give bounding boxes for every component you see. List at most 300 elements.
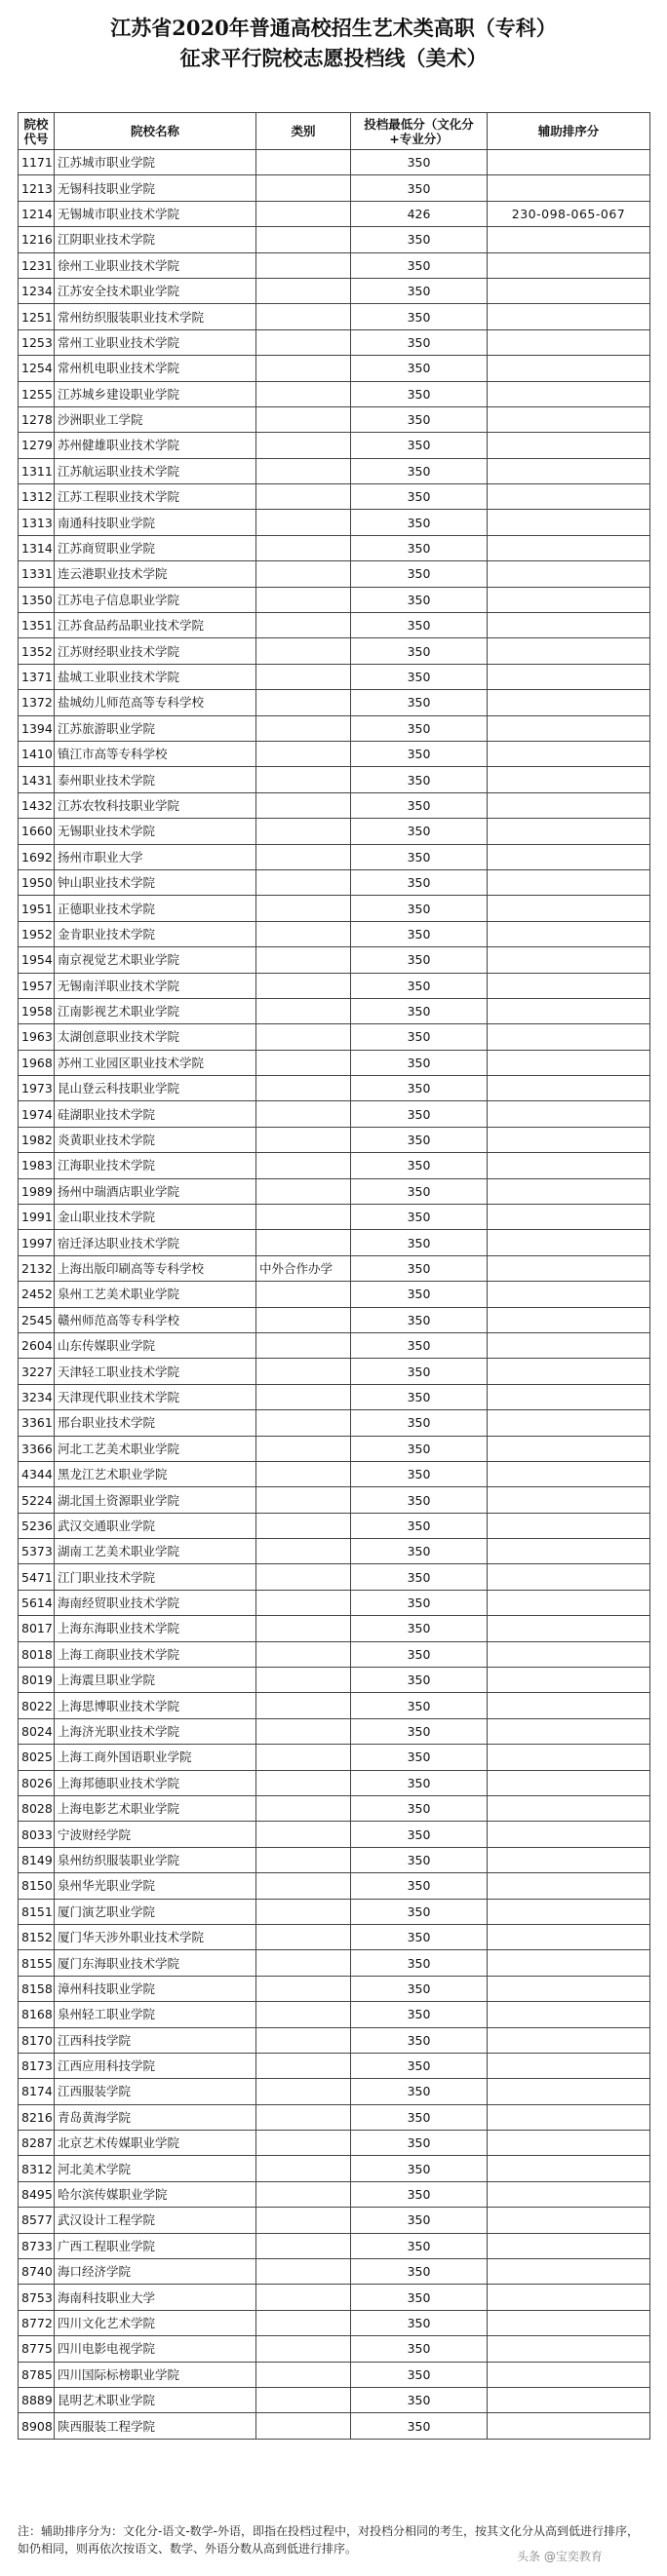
cell-code: 8033: [19, 1822, 55, 1847]
cell-category: [256, 1616, 351, 1641]
table-row: [19, 2259, 650, 2285]
cell-score: 350: [351, 329, 488, 355]
cell-code: 8022: [19, 1693, 55, 1718]
table-row: [19, 1255, 650, 1281]
cell-name: 江苏商贸职业学院: [55, 535, 256, 560]
cell-aux: [488, 356, 650, 381]
cell-code: 1314: [19, 535, 55, 560]
cell-score: 350: [351, 844, 488, 869]
cell-score: 350: [351, 1950, 488, 1976]
cell-category: [256, 1590, 351, 1615]
cell-score: 350: [351, 1178, 488, 1204]
table-row: [19, 1847, 650, 1872]
cell-aux: [488, 844, 650, 869]
cell-code: 8785: [19, 2362, 55, 2387]
table-row: [19, 587, 650, 612]
cell-aux: [488, 1873, 650, 1899]
table-row: [19, 2156, 650, 2181]
cell-code: 1951: [19, 896, 55, 921]
table-row: [19, 1205, 650, 1230]
cell-score: 350: [351, 433, 488, 458]
table-row: [19, 2079, 650, 2104]
cell-aux: [488, 1359, 650, 1384]
cell-score: 350: [351, 535, 488, 560]
cell-category: [256, 998, 351, 1023]
cell-name: 上海邦德职业技术学院: [55, 1770, 256, 1795]
cell-name: 江苏城乡建设职业学院: [55, 381, 256, 406]
cell-category: [256, 638, 351, 664]
table-body: [19, 150, 650, 2440]
table-row: [19, 406, 650, 432]
cell-category: [256, 329, 351, 355]
cell-name: 南通科技职业学院: [55, 510, 256, 535]
cell-aux: [488, 1101, 650, 1127]
table-row: [19, 792, 650, 818]
cell-code: 5224: [19, 1487, 55, 1513]
table-row: [19, 2233, 650, 2258]
cell-name: 宿迁泽达职业技术学院: [55, 1230, 256, 1255]
cell-score: 350: [351, 896, 488, 921]
table-row: [19, 1873, 650, 1899]
cell-aux: [488, 921, 650, 946]
table-row: [19, 2027, 650, 2053]
cell-aux: [488, 664, 650, 689]
cell-code: 8577: [19, 2208, 55, 2233]
table-row: [19, 844, 650, 869]
cell-code: 1171: [19, 150, 55, 175]
cell-category: [256, 252, 351, 278]
cell-score: 350: [351, 1384, 488, 1409]
cell-score: 350: [351, 2387, 488, 2412]
cell-aux: [488, 1487, 650, 1513]
cell-category: [256, 2233, 351, 2258]
table-row: [19, 1230, 650, 1255]
cell-aux: [488, 2131, 650, 2156]
table-row: [19, 252, 650, 278]
cell-category: [256, 1873, 351, 1899]
cell-category: [256, 767, 351, 792]
cell-code: 3366: [19, 1436, 55, 1461]
cell-score: 350: [351, 1255, 488, 1281]
table-row: [19, 767, 650, 792]
cell-category: [256, 1718, 351, 1744]
cell-code: 8028: [19, 1796, 55, 1822]
cell-name: 广西工程职业学院: [55, 2233, 256, 2258]
cell-aux: [488, 1718, 650, 1744]
cell-category: [256, 896, 351, 921]
cell-score: 350: [351, 1976, 488, 2001]
cell-name: 沙洲职业工学院: [55, 406, 256, 432]
cell-category: [256, 792, 351, 818]
cell-code: 1331: [19, 561, 55, 587]
table-row: [19, 1641, 650, 1667]
cell-aux: [488, 2079, 650, 2104]
cell-score: 350: [351, 664, 488, 689]
cell-code: 3227: [19, 1359, 55, 1384]
cell-aux: [488, 1924, 650, 1949]
table-row: [19, 1153, 650, 1178]
cell-aux: [488, 2259, 650, 2285]
cell-code: 1313: [19, 510, 55, 535]
cell-category: [256, 2336, 351, 2362]
table-row: [19, 510, 650, 535]
cell-aux: [488, 767, 650, 792]
table-row: [19, 2362, 650, 2387]
cell-code: 1950: [19, 869, 55, 895]
cell-name: 常州工业职业技术学院: [55, 329, 256, 355]
cell-name: 泉州轻工职业学院: [55, 2002, 256, 2027]
cell-name: 江南影视艺术职业学院: [55, 998, 256, 1023]
table-row: [19, 1307, 650, 1332]
table-row: [19, 1127, 650, 1152]
table-row: [19, 2285, 650, 2310]
cell-aux: [488, 1513, 650, 1538]
cell-name: 扬州中瑞酒店职业学院: [55, 1178, 256, 1204]
cell-code: 1394: [19, 715, 55, 741]
cell-category: [256, 1770, 351, 1795]
table-row: [19, 1101, 650, 1127]
cell-name: 北京艺术传媒职业学院: [55, 2131, 256, 2156]
cell-score: 350: [351, 1513, 488, 1538]
cell-score: 350: [351, 947, 488, 973]
cell-category: [256, 1487, 351, 1513]
cell-score: 350: [351, 1461, 488, 1486]
cell-score: 350: [351, 2259, 488, 2285]
cell-score: 350: [351, 1847, 488, 1872]
cell-code: 8495: [19, 2181, 55, 2207]
cell-aux: [488, 2285, 650, 2310]
cell-category: [256, 1307, 351, 1332]
cell-category: [256, 304, 351, 329]
cell-name: 江苏城市职业学院: [55, 150, 256, 175]
cell-name: 湖南工艺美术职业学院: [55, 1539, 256, 1564]
cell-score: 350: [351, 2336, 488, 2362]
cell-score: 350: [351, 484, 488, 510]
table-row: [19, 2310, 650, 2335]
cell-category: [256, 1178, 351, 1204]
cell-name: 镇江市高等专科学校: [55, 741, 256, 766]
cell-score: 350: [351, 741, 488, 766]
cell-code: 8889: [19, 2387, 55, 2412]
cell-name: 昆明艺术职业学院: [55, 2387, 256, 2412]
cell-category: [256, 715, 351, 741]
cell-score: 350: [351, 998, 488, 1023]
cell-aux: [488, 1693, 650, 1718]
cell-name: 泉州纺织服装职业学院: [55, 1847, 256, 1872]
cell-name: 哈尔滨传媒职业学院: [55, 2181, 256, 2207]
cell-category: [256, 1564, 351, 1590]
cell-score: 350: [351, 1641, 488, 1667]
header-score: 投档最低分（文化分+专业分）: [351, 113, 488, 150]
cell-category: [256, 587, 351, 612]
cell-category: [256, 1359, 351, 1384]
cell-score: 350: [351, 973, 488, 998]
cell-score: 350: [351, 2079, 488, 2104]
cell-aux: [488, 1745, 650, 1770]
cell-aux: [488, 2233, 650, 2258]
cell-aux: [488, 484, 650, 510]
cell-aux: [488, 1178, 650, 1204]
table-row: [19, 2053, 650, 2078]
table-row: [19, 1487, 650, 1513]
cell-aux: [488, 2413, 650, 2439]
cell-aux: [488, 1539, 650, 1564]
header-category: 类别: [256, 113, 351, 150]
cell-score: 350: [351, 150, 488, 175]
cell-aux: [488, 1127, 650, 1152]
cell-aux: [488, 2310, 650, 2335]
cell-category: [256, 1230, 351, 1255]
cell-code: 1251: [19, 304, 55, 329]
cell-score: 350: [351, 1770, 488, 1795]
cell-aux: [488, 2362, 650, 2387]
table-row: [19, 356, 650, 381]
table-header-row: [19, 113, 650, 150]
cell-score: 350: [351, 1076, 488, 1101]
cell-category: [256, 150, 351, 175]
cell-aux: [488, 278, 650, 303]
cell-name: 四川国际标榜职业学院: [55, 2362, 256, 2387]
cell-score: 350: [351, 2208, 488, 2233]
table-row: [19, 1513, 650, 1538]
cell-aux: [488, 1410, 650, 1436]
table-row: [19, 947, 650, 973]
cell-code: 8019: [19, 1668, 55, 1693]
cell-category: [256, 1461, 351, 1486]
table-row: [19, 1384, 650, 1409]
cell-category: [256, 2413, 351, 2439]
table-row: [19, 741, 650, 766]
cell-name: 海南科技职业大学: [55, 2285, 256, 2310]
cell-code: 1991: [19, 1205, 55, 1230]
cell-category: [256, 2079, 351, 2104]
cell-code: 8017: [19, 1616, 55, 1641]
cell-aux: [488, 1847, 650, 1872]
cell-aux: [488, 304, 650, 329]
table-row: [19, 2181, 650, 2207]
cell-category: [256, 1976, 351, 2001]
table-row: [19, 2208, 650, 2233]
cell-score: 350: [351, 356, 488, 381]
cell-code: 1952: [19, 921, 55, 946]
cell-name: 四川电影电视学院: [55, 2336, 256, 2362]
cell-code: 1351: [19, 613, 55, 638]
cell-name: 江苏食品药品职业技术学院: [55, 613, 256, 638]
cell-score: 350: [351, 2233, 488, 2258]
cell-score: 350: [351, 381, 488, 406]
cell-aux: [488, 1384, 650, 1409]
cell-score: 350: [351, 1230, 488, 1255]
cell-name: 江苏农牧科技职业学院: [55, 792, 256, 818]
cell-aux: [488, 227, 650, 252]
cell-name: 河北工艺美术职业学院: [55, 1436, 256, 1461]
header-name: 院校名称: [55, 113, 256, 150]
cell-score: 350: [351, 1307, 488, 1332]
table-row: [19, 1332, 650, 1358]
watermark: 头条 @宝奕教育: [517, 2550, 603, 2563]
cell-code: 1255: [19, 381, 55, 406]
cell-name: 上海思博职业技术学院: [55, 1693, 256, 1718]
cell-score: 350: [351, 2181, 488, 2207]
cell-category: [256, 1924, 351, 1949]
cell-name: 苏州健雄职业技术学院: [55, 433, 256, 458]
cell-score: 350: [351, 869, 488, 895]
page-title: 江苏省2020年普通高校招生艺术类高职（专科）: [110, 16, 557, 40]
cell-code: 8216: [19, 2104, 55, 2130]
cell-category: [256, 690, 351, 715]
cell-category: [256, 561, 351, 587]
cell-category: [256, 1410, 351, 1436]
cell-aux: [488, 535, 650, 560]
table-row: [19, 201, 650, 226]
cell-category: [256, 484, 351, 510]
cell-name: 江苏旅游职业学院: [55, 715, 256, 741]
cell-aux: [488, 2053, 650, 2078]
cell-aux: [488, 2336, 650, 2362]
cell-aux: [488, 510, 650, 535]
cell-name: 湖北国土资源职业学院: [55, 1487, 256, 1513]
table-row: [19, 2131, 650, 2156]
cell-code: 1958: [19, 998, 55, 1023]
cell-name: 江苏航运职业技术学院: [55, 458, 256, 483]
cell-code: 8168: [19, 2002, 55, 2027]
cell-score: 350: [351, 2156, 488, 2181]
cell-name: 天津轻工职业技术学院: [55, 1359, 256, 1384]
cell-name: 常州纺织服装职业技术学院: [55, 304, 256, 329]
cell-code: 3361: [19, 1410, 55, 1436]
cell-score: 350: [351, 2310, 488, 2335]
cell-name: 上海出版印刷高等专科学校: [55, 1255, 256, 1281]
table-row: [19, 433, 650, 458]
cell-aux: [488, 741, 650, 766]
cell-code: 1253: [19, 329, 55, 355]
cell-category: [256, 613, 351, 638]
table-row: [19, 1899, 650, 1924]
table-row: [19, 638, 650, 664]
cell-category: [256, 1332, 351, 1358]
cell-code: 1371: [19, 664, 55, 689]
table-row: [19, 1950, 650, 1976]
cell-name: 邢台职业技术学院: [55, 1410, 256, 1436]
cell-name: 江阴职业技术学院: [55, 227, 256, 252]
table-row: [19, 278, 650, 303]
cell-name: 河北美术学院: [55, 2156, 256, 2181]
cell-category: [256, 1127, 351, 1152]
cell-name: 江苏工程职业技术学院: [55, 484, 256, 510]
cell-name: 武汉交通职业学院: [55, 1513, 256, 1538]
cell-code: 8740: [19, 2259, 55, 2285]
cell-category: [256, 2156, 351, 2181]
cell-name: 金肯职业技术学院: [55, 921, 256, 946]
table-row: [19, 2387, 650, 2412]
cell-category: [256, 1693, 351, 1718]
cell-aux: [488, 896, 650, 921]
cell-name: 天津现代职业技术学院: [55, 1384, 256, 1409]
table-row: [19, 715, 650, 741]
cell-aux: [488, 458, 650, 483]
cell-score: 350: [351, 2104, 488, 2130]
cell-category: [256, 278, 351, 303]
cell-score: 350: [351, 1205, 488, 1230]
cell-name: 江西应用科技学院: [55, 2053, 256, 2078]
cell-aux: [488, 1668, 650, 1693]
cell-name: 正德职业技术学院: [55, 896, 256, 921]
cell-category: [256, 2027, 351, 2053]
cell-category: [256, 2104, 351, 2130]
table-row: [19, 150, 650, 175]
table-row: [19, 1410, 650, 1436]
cell-score: 350: [351, 1153, 488, 1178]
cell-code: 1974: [19, 1101, 55, 1127]
cell-name: 上海东海职业技术学院: [55, 1616, 256, 1641]
cell-code: 1692: [19, 844, 55, 869]
cell-aux: [488, 329, 650, 355]
cell-code: 1997: [19, 1230, 55, 1255]
cell-code: 1957: [19, 973, 55, 998]
table-row: [19, 1461, 650, 1486]
cell-category: [256, 433, 351, 458]
table-row: [19, 2002, 650, 2027]
cell-category: [256, 1822, 351, 1847]
table-row: [19, 2413, 650, 2439]
cell-code: 8174: [19, 2079, 55, 2104]
cell-category: [256, 1847, 351, 1872]
header-aux: 辅助排序分: [488, 113, 650, 150]
cell-category: [256, 201, 351, 226]
cell-aux: [488, 1899, 650, 1924]
cell-code: 1372: [19, 690, 55, 715]
cell-score: 350: [351, 1899, 488, 1924]
cell-aux: [488, 433, 650, 458]
table-row: [19, 819, 650, 844]
cell-name: 无锡科技职业学院: [55, 175, 256, 201]
cell-code: 8025: [19, 1745, 55, 1770]
table-row: [19, 1796, 650, 1822]
cell-aux: [488, 150, 650, 175]
cell-category: [256, 2053, 351, 2078]
table-row: [19, 2336, 650, 2362]
page-subtitle: 征求平行院校志愿投档线（美术）: [179, 46, 488, 70]
cell-aux: [488, 2027, 650, 2053]
table-row: [19, 1436, 650, 1461]
table-row: [19, 664, 650, 689]
table-row: [19, 896, 650, 921]
cell-name: 硅湖职业技术学院: [55, 1101, 256, 1127]
cell-code: 1312: [19, 484, 55, 510]
cell-code: 1410: [19, 741, 55, 766]
cell-code: 1982: [19, 1127, 55, 1152]
cell-category: [256, 1641, 351, 1667]
table-row: [19, 304, 650, 329]
cell-aux: [488, 947, 650, 973]
cell-category: [256, 1668, 351, 1693]
table-row: [19, 561, 650, 587]
table-row: [19, 1024, 650, 1050]
cell-score: 350: [351, 1796, 488, 1822]
cell-code: 8024: [19, 1718, 55, 1744]
cell-score: 350: [351, 2027, 488, 2053]
cell-code: 5236: [19, 1513, 55, 1538]
cell-aux: [488, 1976, 650, 2001]
cell-category: [256, 1899, 351, 1924]
cell-category: [256, 175, 351, 201]
cell-name: 上海济光职业技术学院: [55, 1718, 256, 1744]
cell-category: [256, 1745, 351, 1770]
cell-aux: [488, 1461, 650, 1486]
cell-code: 1213: [19, 175, 55, 201]
cell-name: 泰州职业技术学院: [55, 767, 256, 792]
cell-score: 350: [351, 2002, 488, 2027]
